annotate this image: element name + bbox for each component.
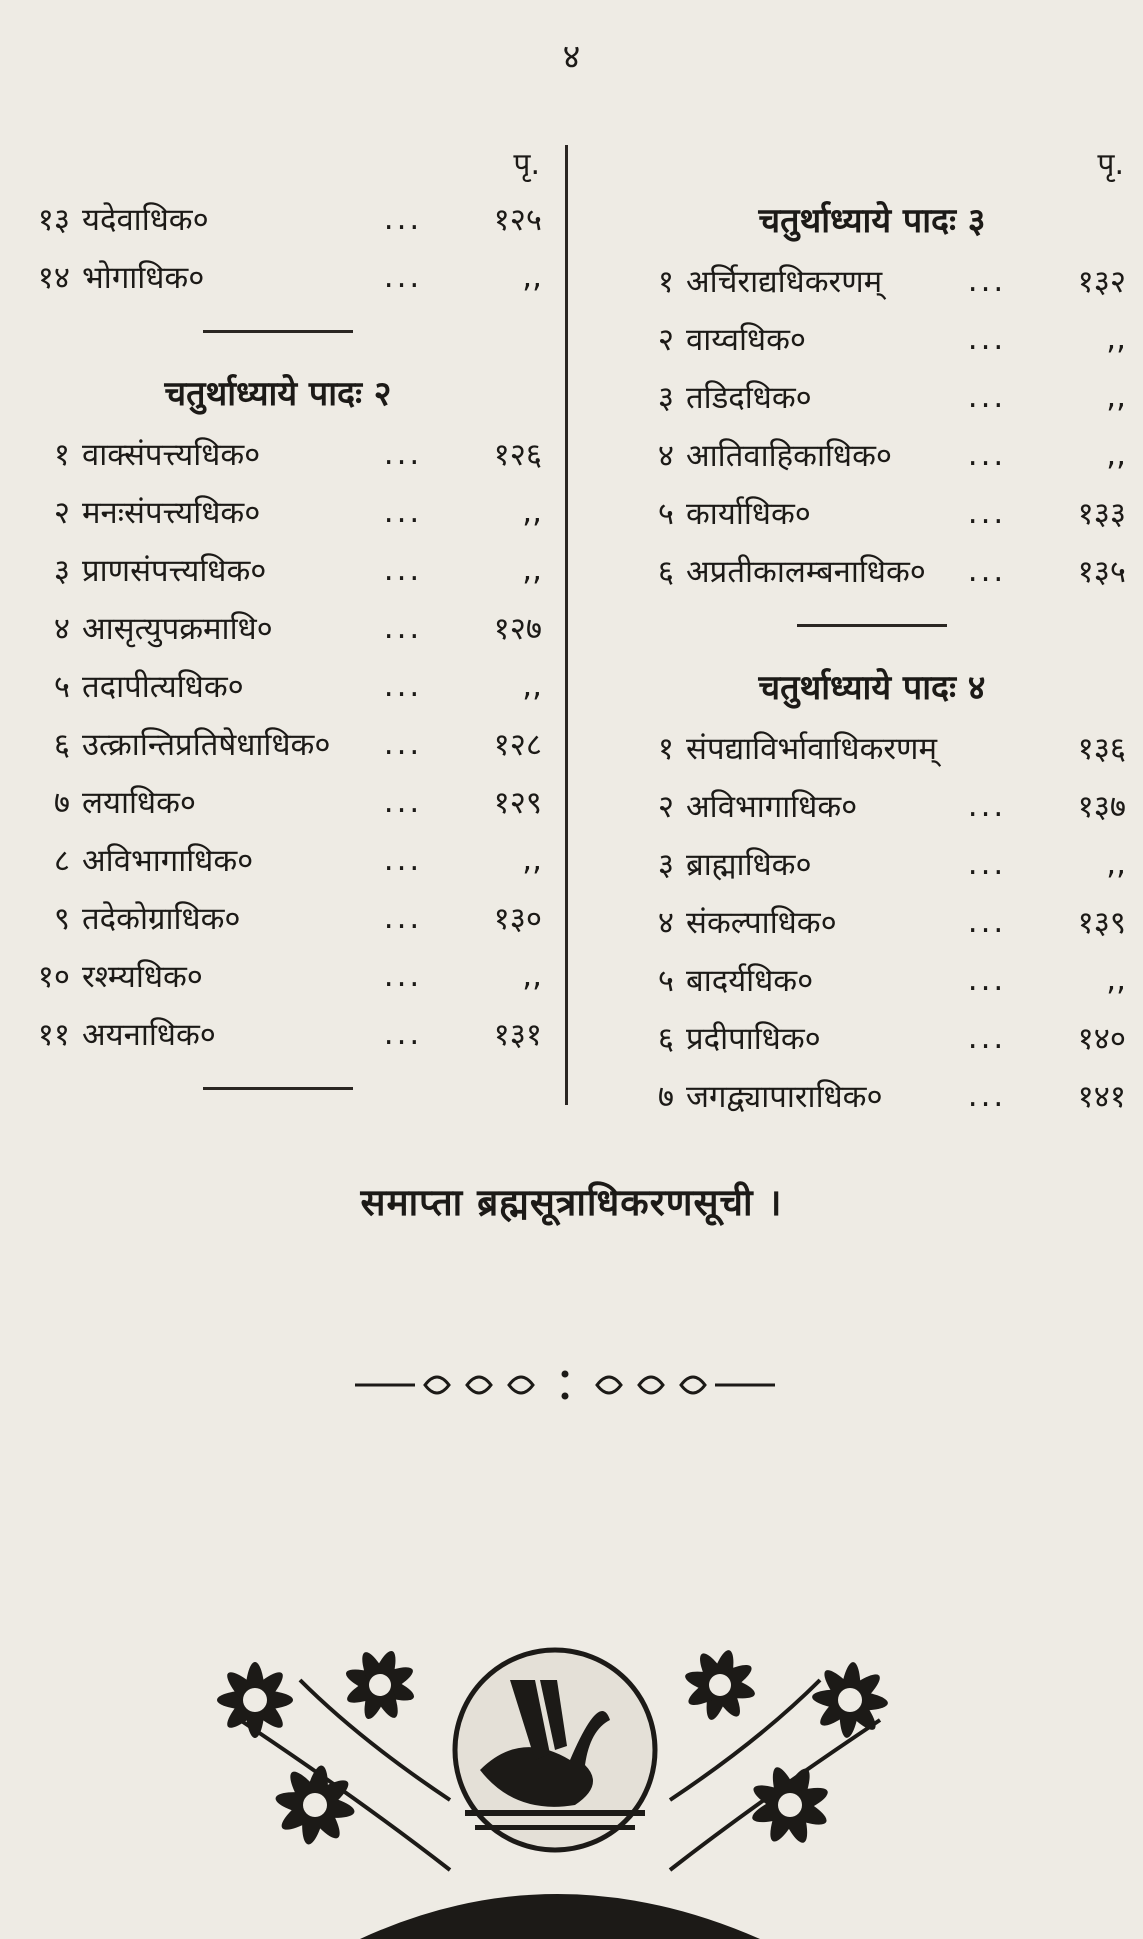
entry-page: ,, bbox=[522, 259, 542, 295]
entry-title: तदापीत्यधिक० bbox=[82, 669, 244, 705]
entry-number: १ bbox=[53, 437, 70, 473]
entry-number: १ bbox=[657, 731, 674, 767]
entry-number: ७ bbox=[53, 785, 70, 821]
entry-title: जगद्व्यापाराधिक० bbox=[686, 1079, 883, 1115]
toc-row bbox=[612, 426, 1132, 484]
entry-title: रश्म्यधिक० bbox=[82, 959, 203, 995]
entry-number: ३ bbox=[53, 553, 70, 589]
entry-number: ४ bbox=[53, 611, 70, 647]
leader-dots: ... bbox=[383, 726, 423, 762]
entry-number: ८ bbox=[53, 843, 70, 879]
leader-dots: ... bbox=[383, 610, 423, 646]
entry-number: ४ bbox=[657, 905, 674, 941]
toc-row bbox=[612, 368, 1132, 426]
entry-title: अर्चिराद्यधिकरणम् bbox=[686, 264, 883, 300]
toc-row bbox=[612, 719, 1132, 777]
entry-title: प्रदीपाधिक० bbox=[686, 1021, 821, 1057]
section-rule bbox=[203, 330, 353, 333]
entry-title: आसृत्युपक्रमाधि० bbox=[82, 611, 273, 647]
leader-dots: ... bbox=[383, 436, 423, 472]
toc-row bbox=[612, 1067, 1132, 1125]
right-column bbox=[612, 140, 1132, 1125]
entry-number: १० bbox=[37, 959, 70, 995]
toc-row bbox=[8, 947, 548, 1005]
section-heading: चतुर्थाध्याये पादः २ bbox=[164, 374, 392, 414]
leader-dots: ... bbox=[383, 1016, 423, 1052]
entry-number: ६ bbox=[657, 554, 674, 590]
toc-row bbox=[612, 542, 1132, 600]
entry-number: १३ bbox=[37, 202, 70, 238]
entry-title: अविभागाधिक० bbox=[82, 843, 254, 879]
entry-page: ,, bbox=[1106, 846, 1126, 882]
entry-number: ५ bbox=[657, 496, 674, 532]
entry-page: १३२ bbox=[1077, 264, 1126, 300]
toc-row bbox=[8, 1005, 548, 1063]
section-heading: चतुर्थाध्याये पादः ३ bbox=[758, 201, 986, 241]
column-divider bbox=[565, 145, 568, 1105]
entry-page: ,, bbox=[1106, 321, 1126, 357]
leader-dots: ... bbox=[967, 962, 1007, 998]
entry-page: ,, bbox=[522, 842, 542, 878]
entry-number: ११ bbox=[37, 1017, 70, 1053]
page-number: ४ bbox=[562, 37, 581, 77]
leader-dots: ... bbox=[383, 958, 423, 994]
swan-floral-vignette-icon bbox=[210, 1640, 910, 1939]
leader-dots: ... bbox=[967, 437, 1007, 473]
toc-row bbox=[8, 889, 548, 947]
entry-number: २ bbox=[657, 789, 674, 825]
entry-title: मनःसंपत्त्यधिक० bbox=[82, 495, 261, 531]
leader-dots: ... bbox=[967, 788, 1007, 824]
entry-number: २ bbox=[53, 495, 70, 531]
entry-title: तदेकोग्राधिक० bbox=[82, 901, 241, 937]
toc-row bbox=[612, 835, 1132, 893]
toc-row bbox=[612, 310, 1132, 368]
leader-dots: ... bbox=[967, 263, 1007, 299]
entry-title: ब्राह्माधिक० bbox=[686, 847, 812, 883]
entry-page: १४० bbox=[1077, 1021, 1126, 1057]
entry-page: १४१ bbox=[1077, 1079, 1126, 1115]
toc-row bbox=[8, 483, 548, 541]
entry-title: यदेवाधिक० bbox=[82, 202, 209, 238]
page-column-label: पृ. bbox=[513, 147, 540, 182]
section-rule bbox=[797, 624, 947, 627]
entry-title: अप्रतीकालम्बनाधिक० bbox=[686, 554, 926, 590]
entry-title: वाक्संपत्त्यधिक० bbox=[82, 437, 261, 473]
entry-number: ९ bbox=[53, 901, 70, 937]
leader-dots: ... bbox=[967, 846, 1007, 882]
leader-dots: ... bbox=[967, 553, 1007, 589]
leader-dots: ... bbox=[967, 904, 1007, 940]
leader-dots: ... bbox=[383, 552, 423, 588]
entry-page: १३६ bbox=[1077, 731, 1126, 767]
entry-page: १२६ bbox=[493, 437, 542, 473]
entry-title: उत्क्रान्तिप्रतिषेधाधिक० bbox=[82, 727, 331, 763]
toc-row bbox=[8, 541, 548, 599]
entry-page: १३३ bbox=[1077, 496, 1126, 532]
entry-page: ,, bbox=[522, 958, 542, 994]
entry-number: १ bbox=[657, 264, 674, 300]
toc-row bbox=[612, 951, 1132, 1009]
leader-dots: ... bbox=[967, 379, 1007, 415]
toc-row bbox=[8, 831, 548, 889]
entry-number: ७ bbox=[657, 1079, 674, 1115]
entry-number: ३ bbox=[657, 847, 674, 883]
entry-page: ,, bbox=[522, 552, 542, 588]
entry-page: ,, bbox=[1106, 379, 1126, 415]
entry-title: आतिवाहिकाधिक० bbox=[686, 438, 892, 474]
toc-row bbox=[8, 773, 548, 831]
entry-number: ४ bbox=[657, 438, 674, 474]
leader-dots: ... bbox=[383, 668, 423, 704]
leader-dots: ... bbox=[967, 1078, 1007, 1114]
entry-title: संकल्पाधिक० bbox=[686, 905, 837, 941]
entry-page: १३९ bbox=[1077, 905, 1126, 941]
leader-dots: ... bbox=[383, 201, 423, 237]
leader-dots: ... bbox=[383, 784, 423, 820]
entry-page: १२७ bbox=[493, 611, 542, 647]
entry-number: ६ bbox=[53, 727, 70, 763]
leader-dots: ... bbox=[383, 494, 423, 530]
entry-page: १२५ bbox=[493, 202, 542, 238]
entry-title: बादर्यधिक० bbox=[686, 963, 814, 999]
page-column-label: पृ. bbox=[1097, 147, 1124, 182]
toc-row bbox=[8, 715, 548, 773]
entry-title: तडिदधिक० bbox=[686, 380, 812, 416]
leader-dots: ... bbox=[383, 842, 423, 878]
entry-title: भोगाधिक० bbox=[82, 260, 205, 296]
entry-page: १३१ bbox=[493, 1017, 542, 1053]
entry-page: १२८ bbox=[493, 727, 542, 763]
entry-page: १३७ bbox=[1077, 789, 1126, 825]
section-heading: चतुर्थाध्याये पादः ४ bbox=[758, 668, 986, 708]
leader-dots: ... bbox=[967, 321, 1007, 357]
closing-line: समाप्ता ब्रह्मसूत्राधिकरणसूची । bbox=[360, 1181, 783, 1224]
toc-row bbox=[612, 252, 1132, 310]
entry-number: २ bbox=[657, 322, 674, 358]
entry-page: १२९ bbox=[493, 785, 542, 821]
entry-title: वाय्वधिक० bbox=[686, 322, 807, 358]
entry-title: संपद्याविर्भावाधिकरणम् bbox=[686, 731, 938, 767]
toc-row bbox=[8, 599, 548, 657]
ornamental-rule-icon bbox=[355, 1360, 775, 1410]
leader-dots: ... bbox=[383, 259, 423, 295]
entry-title: कार्याधिक० bbox=[686, 496, 811, 532]
entry-title: अविभागाधिक० bbox=[686, 789, 858, 825]
entry-number: ५ bbox=[53, 669, 70, 705]
toc-row bbox=[8, 425, 548, 483]
toc-row bbox=[612, 1009, 1132, 1067]
entry-title: प्राणसंपत्त्यधिक० bbox=[82, 553, 267, 589]
toc-row bbox=[612, 777, 1132, 835]
entry-page: १३५ bbox=[1077, 554, 1126, 590]
toc-row bbox=[8, 190, 548, 248]
section-rule bbox=[203, 1087, 353, 1090]
entry-number: ६ bbox=[657, 1021, 674, 1057]
toc-row bbox=[8, 657, 548, 715]
entry-page: ,, bbox=[522, 668, 542, 704]
leader-dots: ... bbox=[383, 900, 423, 936]
entry-number: १४ bbox=[37, 260, 70, 296]
left-column bbox=[8, 140, 548, 1120]
entry-page: १३० bbox=[493, 901, 542, 937]
toc-row bbox=[612, 893, 1132, 951]
entry-page: ,, bbox=[1106, 437, 1126, 473]
toc-row bbox=[612, 484, 1132, 542]
entry-title: लयाधिक० bbox=[82, 785, 197, 821]
entry-page: ,, bbox=[522, 494, 542, 530]
entry-number: ३ bbox=[657, 380, 674, 416]
leader-dots: ... bbox=[967, 495, 1007, 531]
toc-row bbox=[8, 248, 548, 306]
entry-number: ५ bbox=[657, 963, 674, 999]
leader-dots: ... bbox=[967, 1020, 1007, 1056]
entry-page: ,, bbox=[1106, 962, 1126, 998]
entry-title: अयनाधिक० bbox=[82, 1017, 216, 1053]
